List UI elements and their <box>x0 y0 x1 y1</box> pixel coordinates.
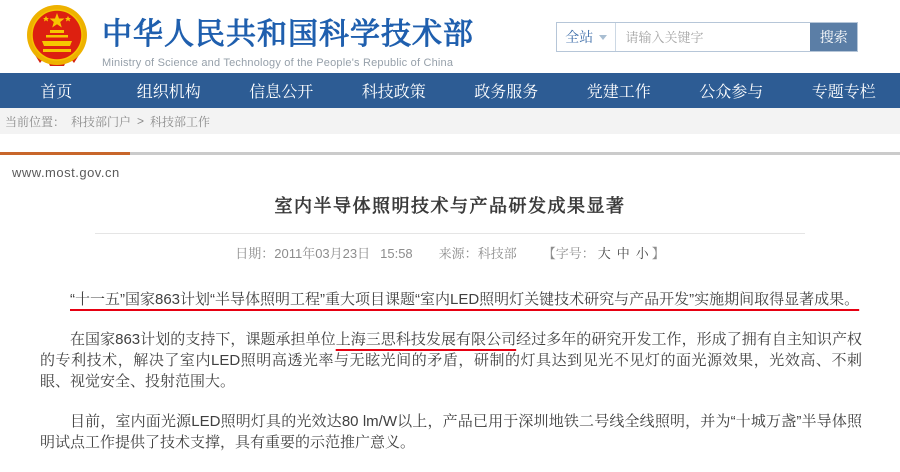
article-title: 室内半导体照明技术与产品研发成果显著 <box>274 196 626 216</box>
search-scope-label: 全站 <box>565 29 594 45</box>
main-nav <box>0 73 900 108</box>
company-name-highlighted: 上海三思科技发展有限公司 <box>335 331 517 348</box>
meta-source-label: 来源： <box>438 246 478 261</box>
nav-item-home[interactable]: 首页 <box>40 84 73 101</box>
meta-date-label: 日期： <box>235 246 275 261</box>
breadcrumb-label: 当前位置： <box>5 114 66 129</box>
article-meta <box>0 243 900 262</box>
article-body <box>0 289 900 453</box>
breadcrumb <box>0 108 900 134</box>
title-divider <box>95 233 805 234</box>
font-size-small-button[interactable]: 小 <box>635 246 649 261</box>
nav-item-public-participation[interactable]: 公众参与 <box>699 84 764 101</box>
search-button[interactable]: 搜索 <box>810 23 857 51</box>
meta-time: 15:58 <box>380 246 413 261</box>
paragraph-2 <box>40 329 862 392</box>
search-scope-select[interactable] <box>557 23 616 51</box>
breadcrumb-link-portal[interactable]: 科技部门户 <box>71 114 132 129</box>
paragraph-1-highlighted: “十一五”国家863计划“半导体照明工程”重大项目课题“室内LED照明灯关键技术研究与产品开发”实施期间取得显著成果。 <box>70 291 860 308</box>
paragraph-3: 目前，室内面光源LED照明灯具的光效达80 lm/W以上，产品已用于深圳地铁二号线全线照明，并为“十城万盏”半导体照明试点工作提供了技术支撑，具有重要的示范推广意义。 <box>40 413 862 451</box>
site-url-watermark: www.most.gov.cn <box>12 165 120 180</box>
site-search <box>556 22 858 52</box>
nav-item-gov-services[interactable]: 政务服务 <box>474 84 539 101</box>
nav-item-sci-tech-policy[interactable]: 科技政策 <box>361 84 426 101</box>
site-header <box>0 0 900 73</box>
national-emblem-icon <box>24 3 90 69</box>
font-size-medium-button[interactable]: 中 <box>616 246 630 261</box>
meta-fontsize-label: 【字号： <box>542 246 595 261</box>
meta-fontsize-close: 】 <box>651 246 665 261</box>
nav-item-organization[interactable]: 组织机构 <box>136 84 201 101</box>
nav-item-party-building[interactable]: 党建工作 <box>586 84 651 101</box>
paragraph-2-lead: 在国家863计划的支持下，课题承担单位 <box>70 331 336 348</box>
nav-item-special-topics[interactable]: 专题专栏 <box>811 84 876 101</box>
rule-gray-segment <box>130 152 900 155</box>
site-title: 中华人民共和国科学技术部 <box>102 18 474 51</box>
rule-orange-segment <box>0 152 130 155</box>
search-input[interactable] <box>616 23 810 51</box>
paragraph-2-rest: 经过多年的研究开发工作，形成了拥有自主知识产权的专利技术，解决了室内LED照明高透光率与无眩光间的矛盾，研制的灯具达到见光不见灯的面光源效果，光效高、不刺眼、视觉安全、投射范围大。 <box>40 331 862 390</box>
font-size-large-button[interactable]: 大 <box>597 246 611 261</box>
content-top-rule <box>0 152 900 155</box>
breadcrumb-link-current[interactable]: 科技部工作 <box>150 114 211 129</box>
nav-item-info-disclosure[interactable]: 信息公开 <box>249 84 314 101</box>
meta-source: 科技部 <box>477 246 517 261</box>
meta-date: 2011年03月23日 <box>274 246 371 261</box>
paragraph-1 <box>40 289 862 310</box>
chevron-down-icon <box>599 35 607 40</box>
site-subtitle: Ministry of Science and Technology of the People's Republic of China <box>102 57 454 69</box>
site-brand <box>102 9 474 69</box>
breadcrumb-separator: > <box>137 114 145 128</box>
